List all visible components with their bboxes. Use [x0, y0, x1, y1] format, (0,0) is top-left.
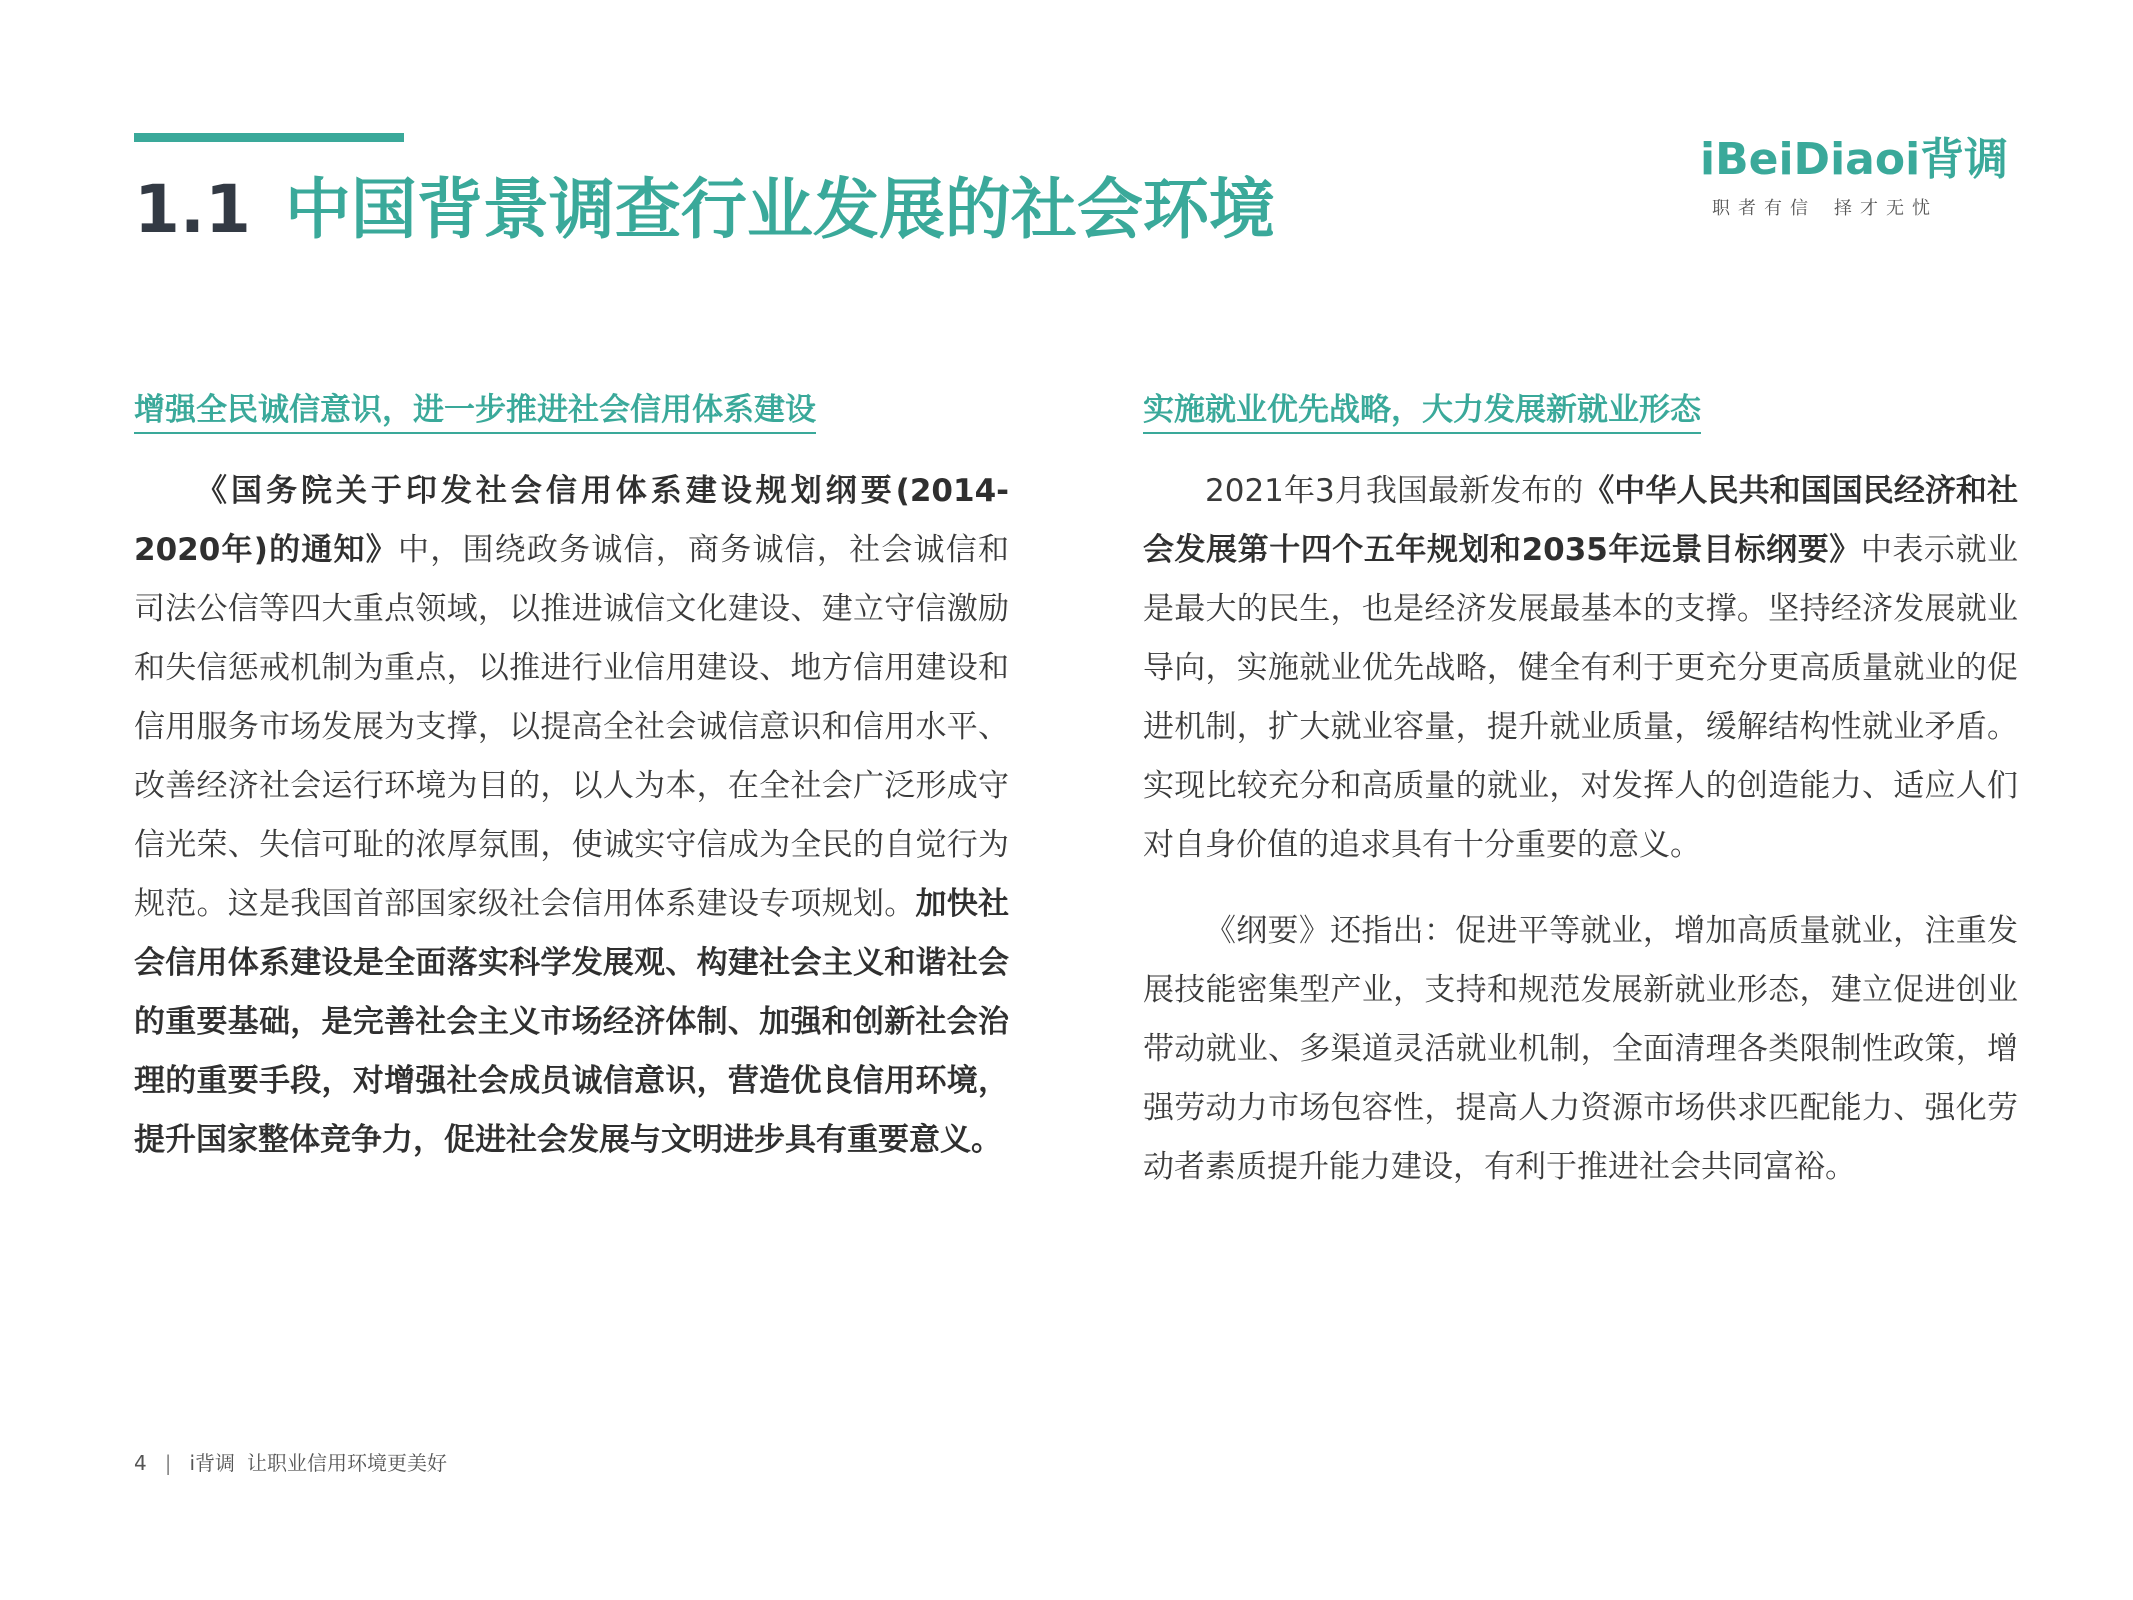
left-body-text: 中，围绕政务诚信，商务诚信，社会诚信和司法公信等四大重点领域，以推进诚信文化建设、建立守信激励和失信惩戒机制为重点，以推进行业信用建设、地方信用建设和信用服务市场发展为支撑，以提高全社会诚信意识和信用水平、改善经济社会运行环境为目的，以人为本，在全社会广泛形成守信光荣、失信可耻的浓厚氛围，使诚实守信成为全民的自觉行为规范。这是我国首部国家级社会信用体系建设专项规划。 [134, 532, 1009, 922]
logo-cn: i背调 [1905, 134, 2009, 185]
footer-tagline: 让职业信用环境更美好 [247, 1451, 448, 1475]
logo-wordmark [1700, 132, 2008, 188]
page-footer [134, 1449, 447, 1477]
right-body-text: 中表示就业是最大的民生，也是经济发展最基本的支撑。坚持经济发展就业导向，实施就业优先战略，健全有利于更充分更高质量就业的促进机制，扩大就业容量，提升就业质量，缓解结构性就业矛盾。实现比较充分和高质量的就业，对发挥人的创造能力、适应人们对自身价值的追求具有十分重要的意义。 [1143, 532, 2019, 863]
right-paragraph-1 [1143, 462, 2018, 875]
right-column [1143, 388, 2018, 1197]
footer-brand: i背调 [189, 1451, 236, 1475]
ibeidiao-logo [1700, 132, 2020, 222]
slogan-right: 择才无忧 [1834, 198, 1938, 219]
right-plan-title: 《中华人民共和国国民经济和社会发展第十四个五年规划和2035年远景目标纲要》 [1143, 473, 2018, 568]
left-column [134, 388, 1009, 1170]
left-emphasis-text: 加快社会信用体系建设是全面落实科学发展观、构建社会主义和谐社会的重要基础，是完善社会主义市场经济体制、加强和创新社会治理的重要手段，对增强社会成员诚信意识，营造优良信用环境，提升国家整体竞争力，促进社会发展与文明进步具有重要意义。 [134, 886, 1010, 1158]
left-heading: 增强全民诚信意识，进一步推进社会信用体系建设 [134, 388, 816, 434]
title-accent-rule [134, 133, 404, 142]
right-intro-text: 2021年3月我国最新发布的 [1205, 473, 1584, 509]
page-title [134, 170, 1275, 250]
footer-separator: | [164, 1451, 172, 1475]
left-policy-title: 《国务院关于印发社会信用体系建设规划纲要(2014-2020年)的通知》 [134, 473, 1009, 568]
right-heading: 实施就业优先战略，大力发展新就业形态 [1143, 388, 1701, 434]
right-paragraph-2: 《纲要》还指出：促进平等就业，增加高质量就业，注重发展技能密集型产业，支持和规范发展新就业形态，建立促进创业带动就业、多渠道灵活就业机制，全面清理各类限制性政策，增强劳动力市场包容性，提高人力资源市场供求匹配能力、强化劳动者素质提升能力建设，有利于推进社会共同富裕。 [1143, 913, 2018, 1185]
slogan-left: 职者有信 [1712, 198, 1816, 219]
section-number: 1.1 [134, 171, 251, 248]
section-title: 中国背景调查行业发展的社会环境 [284, 171, 1275, 248]
logo-latin: iBeiDiao [1700, 134, 1906, 185]
left-paragraph [134, 462, 1009, 1170]
page-number: 4 [134, 1451, 147, 1475]
logo-slogan [1712, 194, 1938, 220]
